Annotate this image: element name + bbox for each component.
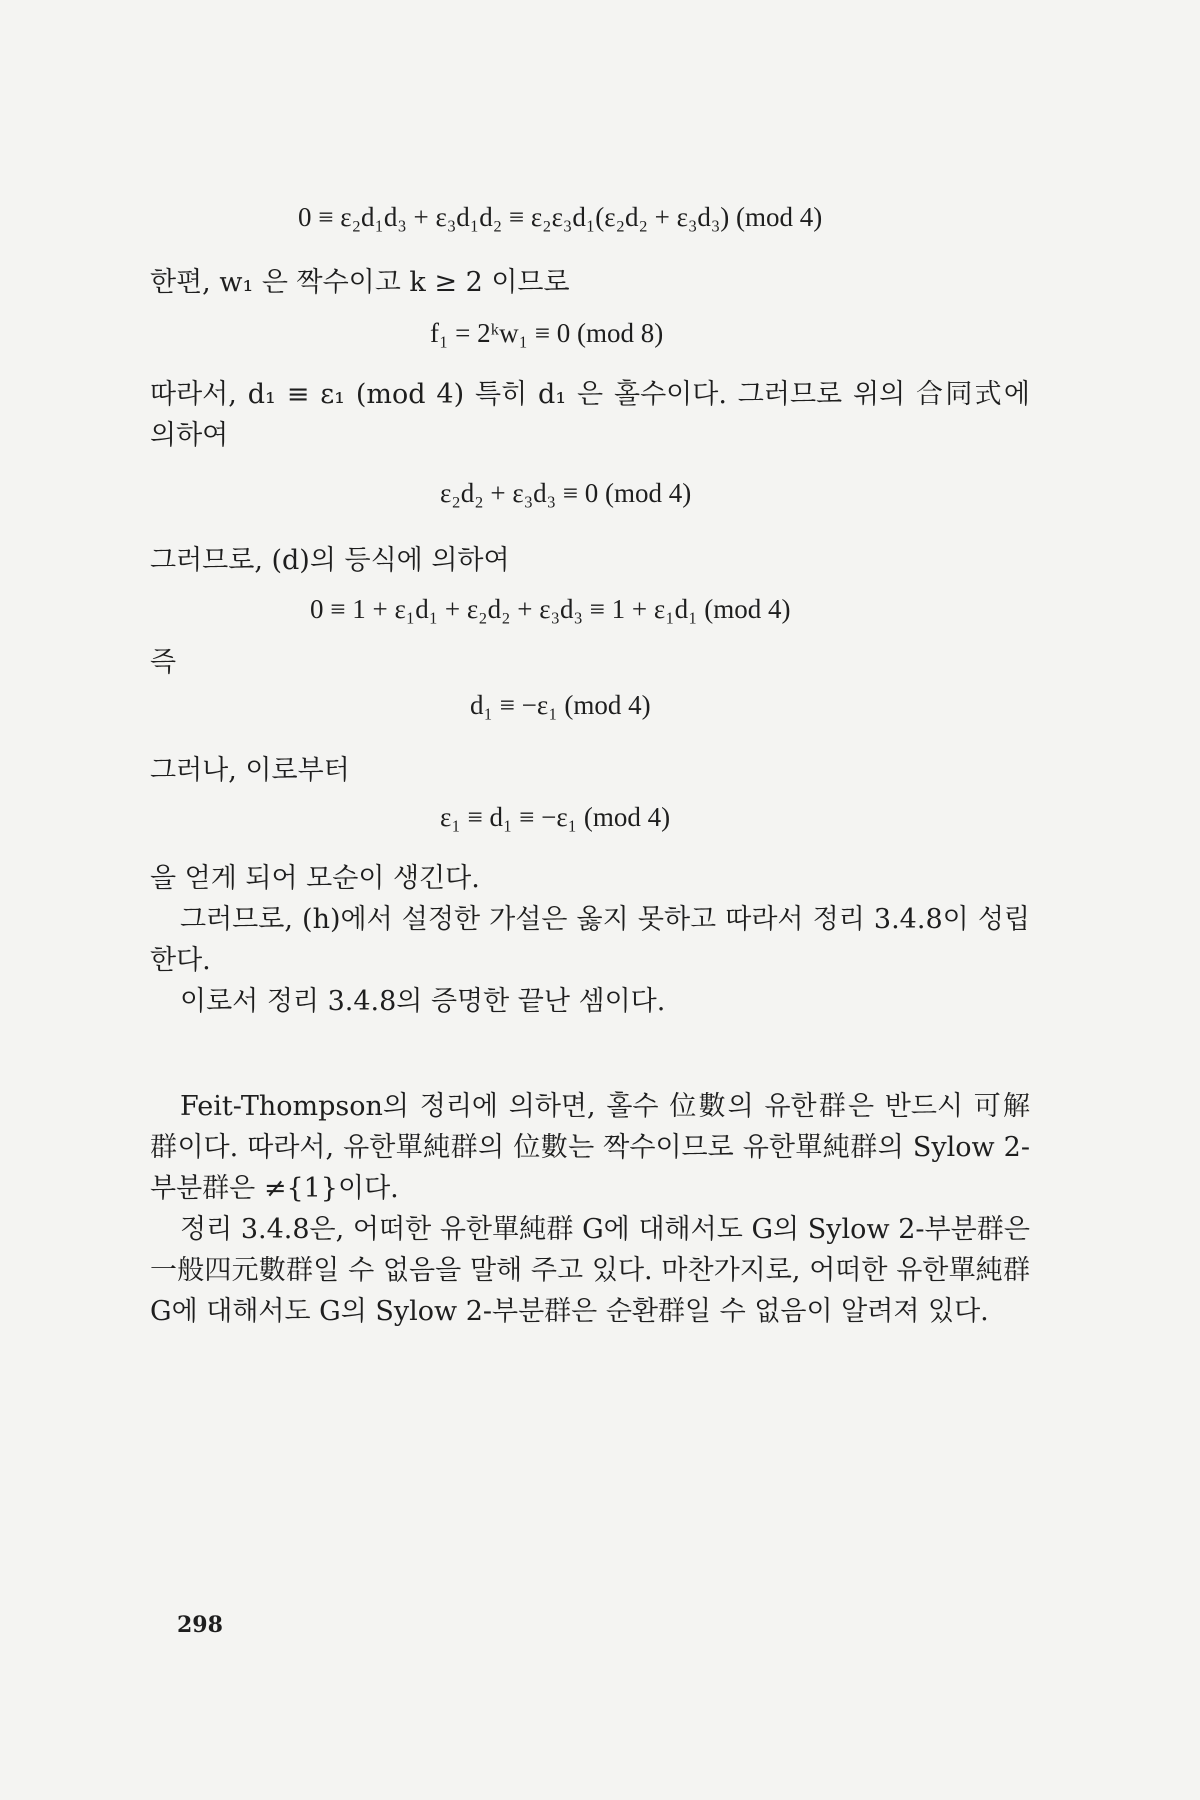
conclusion-block: [150, 858, 1030, 1022]
paragraph-2: 정리 3.4.8은, 어떠한 유한單純群 G에 대해서도 G의 Sylow 2-부분群은 一般四元數群일 수 없음을 말해 주고 있다. 마찬가지로, 어떠한 유한單純群 G에 대해서도 G의 Sylow 2-부분群은 순환群일 수 없음이 알려져 있다.: [150, 1214, 1030, 1327]
text-line-1: 한편, w₁ 은 짝수이고 k ≥ 2 이므로: [150, 267, 570, 298]
text-line-6: 을 얻게 되어 모순이 생긴다.: [150, 863, 480, 894]
equation-1: 0 ≡ ε₂d₁d₃ + ε₃d₁d₂ ≡ ε₂ε₃d₁(ε₂d₂ + ε₃d₃) (mod 4): [298, 202, 823, 232]
equation-5: d₁ ≡ −ε₁ (mod 4): [470, 690, 651, 720]
text-line-5: 그러나, 이로부터: [150, 755, 350, 786]
text-line-3: 그러므로, (d)의 등식에 의하여: [150, 545, 510, 576]
page-number: 298: [177, 1612, 223, 1638]
equation-6: ε₁ ≡ d₁ ≡ −ε₁ (mod 4): [440, 802, 671, 832]
text-line-7: 그러므로, (h)에서 설정한 가설은 옳지 못하고 따라서 정리 3.4.8이 성립한다.: [150, 904, 1030, 976]
text-line-8: 이로서 정리 3.4.8의 증명한 끝난 셈이다.: [180, 986, 666, 1017]
equation-2: f₁ = 2ᵏw₁ ≡ 0 (mod 8): [430, 318, 664, 348]
remark-block: [150, 1086, 1030, 1332]
text-line-2: 따라서, d₁ ≡ ε₁ (mod 4) 특히 d₁ 은 홀수이다. 그러므로 위의 合同式에 의하여: [150, 379, 1030, 451]
equation-4: 0 ≡ 1 + ε₁d₁ + ε₂d₂ + ε₃d₃ ≡ 1 + ε₁d₁ (mod 4): [310, 594, 791, 624]
equation-3: ε₂d₂ + ε₃d₃ ≡ 0 (mod 4): [440, 478, 692, 508]
paragraph-1: Feit-Thompson의 정리에 의하면, 홀수 位數의 유한群은 반드시 可解群이다. 따라서, 유한單純群의 位數는 짝수이므로 유한單純群의 Sylow 2-부분群은 ≠{1}이다.: [150, 1091, 1030, 1204]
text-line-4: 즉: [150, 647, 177, 678]
